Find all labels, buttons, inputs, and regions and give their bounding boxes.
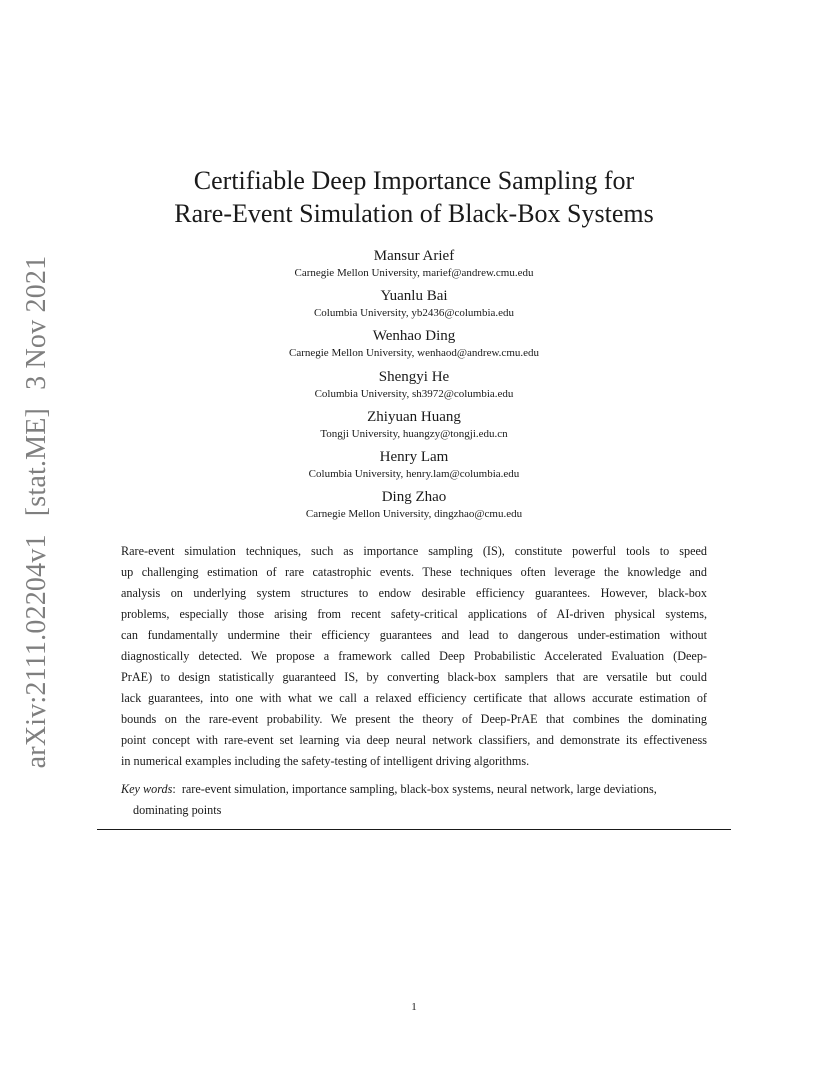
page-number: 1 (411, 1001, 417, 1013)
author-affiliation: Columbia University, sh3972@columbia.edu (314, 387, 514, 400)
author-entry (0, 407, 828, 447)
paper-title (0, 164, 828, 230)
abstract-line: in numerical examples including the safety-testing of intelligent driving algorithms. (121, 754, 530, 768)
author-name: Wenhao Ding (372, 328, 456, 345)
author-name: Ding Zhao (381, 489, 447, 506)
author-affiliation: Tongji University, huangzy@tongji.edu.cn (320, 427, 508, 440)
arxiv-id: arXiv:2111.02204v1 (21, 534, 52, 769)
author-entry (0, 487, 828, 527)
author-entry (0, 367, 828, 407)
title-line-1: Certifiable Deep Importance Sampling for (193, 166, 635, 195)
arxiv-date: 3 Nov 2021 (21, 255, 52, 390)
abstract-line: Rare-event simulation techniques, such as importance sampling (IS), constitute powerful tools to speed (121, 544, 707, 558)
keywords (121, 779, 707, 821)
author-affiliation: Columbia University, yb2436@columbia.edu (313, 307, 515, 320)
author-entry (0, 447, 828, 487)
abstract-line: analysis on underlying system structures to endow desirable efficiency guarantees. However, black-box (121, 586, 707, 600)
abstract (121, 541, 707, 772)
abstract-line: up challenging estimation of rare catastrophic events. These techniques often leverage the knowledge and (121, 565, 707, 579)
author-entry (0, 326, 828, 366)
abstract-line: problems, especially those arising from recent safety-critical applications of AI-driven physical systems, (121, 607, 707, 621)
author-affiliation: Carnegie Mellon University, dingzhao@cmu.edu (305, 508, 523, 521)
keywords-separator: : (172, 782, 176, 796)
author-entry (0, 246, 828, 286)
keywords-line-2: dominating points (133, 803, 222, 817)
author-entry (0, 286, 828, 326)
author-name: Yuanlu Bai (380, 288, 448, 305)
author-affiliation: Carnegie Mellon University, wenhaod@andrew.cmu.edu (288, 347, 540, 360)
keywords-line-1: rare-event simulation, importance sampling, black-box systems, neural network, large deviations, (181, 782, 657, 796)
author-affiliation: Carnegie Mellon University, marief@andrew.cmu.edu (294, 267, 534, 279)
abstract-line: lack guarantees, into one with what we call a relaxed efficiency certificate that allows accurate estimation of (121, 691, 707, 705)
abstract-line: point concept with rare-event set learning via deep neural network classifiers, and demonstrate its effectiveness (121, 733, 707, 747)
abstract-line: diagnostically detected. We propose a framework called Deep Probabilistic Accelerated Evaluation (Deep- (121, 649, 707, 663)
horizontal-rule (97, 829, 731, 830)
author-name: Mansur Arief (373, 248, 455, 264)
author-list (0, 246, 828, 527)
author-name: Henry Lam (379, 448, 449, 465)
keywords-label: Key words (121, 782, 173, 796)
abstract-line: bounds on the rare-event probability. We present the theory of Deep-PrAE that combines the dominating (121, 712, 707, 726)
title-line-2: Rare-Event Simulation of Black-Box Systems (174, 199, 654, 228)
abstract-line: PrAE) to design statistically guaranteed IS, by converting black-box samplers that are versatile but could (121, 670, 707, 684)
arxiv-category: [stat.ME] (21, 407, 52, 517)
author-name: Zhiyuan Huang (367, 408, 461, 425)
author-affiliation: Columbia University, henry.lam@columbia.edu (308, 467, 520, 480)
abstract-line: can fundamentally undermine their efficiency guarantees and lead to dangerous under-estimation without (121, 628, 707, 642)
author-name: Shengyi He (378, 368, 450, 385)
